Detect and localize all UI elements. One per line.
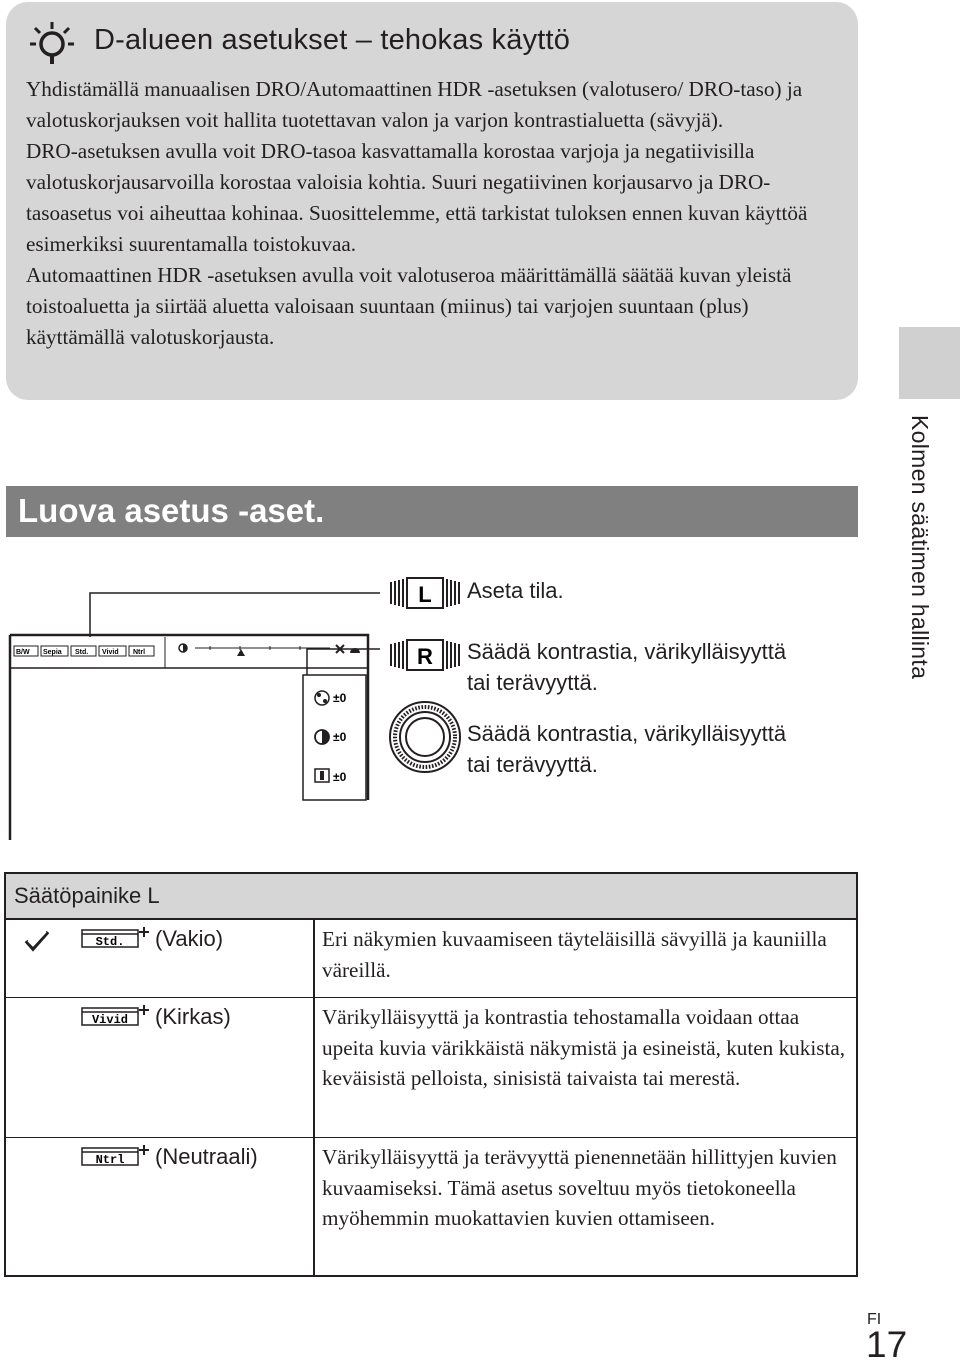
style-badge-text: Ntrl xyxy=(95,1153,125,1167)
l-key-icon xyxy=(389,576,461,610)
table-row-vivid xyxy=(6,998,856,1138)
step-dial-text-line1: Säädä kontrastia, värikylläisyyttä xyxy=(467,721,787,746)
style-badge-ntrl xyxy=(129,646,154,656)
style-badge-bw xyxy=(14,646,38,656)
style-description: Värikylläisyyttä ja terävyyttä pienennetään hillittyjen kuvien kuvaamiseksi. Tämä asetus soveltuu myös tietokoneella myöhemmin muokattavien kuvien ottamiseen. xyxy=(322,1145,837,1231)
r-key-icon xyxy=(389,638,461,672)
side-tab-label: Kolmen säätimen hallinta xyxy=(907,415,933,680)
check-default-icon xyxy=(24,930,50,952)
tip-box xyxy=(6,2,858,400)
style-label: (Neutraali) xyxy=(155,1144,258,1169)
page-language: FI xyxy=(867,1311,882,1328)
step-r-text-line1: Säädä kontrastia, värikylläisyyttä xyxy=(467,639,787,664)
tip-paragraph: Yhdistämällä manuaalisen DRO/Automaattinen HDR -asetuksen (valotusero/ DRO-taso) ja valotuskorjauksen voit hallita tuotettavan valon ja varjon kontrastialuetta (sävyjä). xyxy=(26,77,803,132)
l-key-letter: L xyxy=(418,582,432,607)
value-text: ±0 xyxy=(333,770,347,784)
table-row-neutral xyxy=(6,1138,856,1275)
value-text: ±0 xyxy=(333,730,347,744)
lightbulb-tip-icon xyxy=(28,20,76,68)
side-tab-marker xyxy=(899,327,960,399)
tip-paragraph: DRO-asetuksen avulla voit DRO-tasoa kasvattamalla korostaa varjoja ja negatiivisilla valotuskorjausarvoilla korostaa valoisia kohtia. Suuri negatiivinen korjausarvo ja DRO-tasoasetus voi aiheuttaa kohinaa. Suosittelemme, että tarkistat tuloksen ennen kuvan käyttöä esimerkiksi suurentamalla toistokuvaa. xyxy=(26,139,808,256)
control-dial-icon xyxy=(388,700,462,774)
style-badge-text: Std. xyxy=(75,649,89,656)
style-badge-sepia xyxy=(41,646,68,656)
style-badge-text: Std. xyxy=(95,935,125,949)
tip-body xyxy=(26,74,846,353)
table-row-standard xyxy=(6,920,856,998)
style-description: Värikylläisyyttä ja kontrastia tehostamalla voidaan ottaa upeita kuvia värikkäistä näkymistä ja esineistä, kuten kukista, keväisistä pelloista, sinisistä taivaista tai merestä. xyxy=(322,1005,846,1091)
style-badge-vivid xyxy=(99,646,126,656)
style-badge-text: B/W xyxy=(16,649,30,656)
style-description: Eri näkymien kuvaamiseen täyteläisillä sävyillä ja kauniilla väreillä. xyxy=(322,927,827,982)
style-badge-text: Vivid xyxy=(91,1013,129,1027)
section-title: Luova asetus -aset. xyxy=(6,486,858,537)
style-badge-text: Sepia xyxy=(43,649,62,656)
style-badge-text: Ntrl xyxy=(133,649,146,656)
tip-title: D-alueen asetukset – tehokas käyttö xyxy=(94,24,571,56)
creative-style-table xyxy=(4,872,858,1277)
style-badge-std xyxy=(71,646,96,656)
step-l-text: Aseta tila. xyxy=(467,578,564,603)
style-badge-text: Vivid xyxy=(102,649,119,656)
contrast-scale xyxy=(179,644,360,656)
step-dial-text-line2: tai terävyyttä. xyxy=(467,752,598,777)
style-vivid-icon xyxy=(80,1004,150,1028)
style-label: (Kirkas) xyxy=(155,1004,231,1029)
style-std-icon xyxy=(80,926,150,950)
value-text: ±0 xyxy=(333,691,347,705)
r-key-letter: R xyxy=(417,644,433,669)
table-header: Säätöpainike L xyxy=(6,874,856,920)
page-number: 17 xyxy=(866,1324,908,1363)
screen-diagram xyxy=(0,560,380,840)
step-r-text-line2: tai terävyyttä. xyxy=(467,670,598,695)
style-label: (Vakio) xyxy=(155,926,224,951)
tip-paragraph: Automaattinen HDR -asetuksen avulla voit valotuseroa määrittämällä säätää kuvan yleistä toistoaluetta ja siirtää aluetta valoisaan suuntaan (miinus) tai varjojen suuntaan (plus) käyttämällä valotuskorjausta. xyxy=(26,263,792,349)
style-ntrl-icon xyxy=(80,1144,150,1168)
